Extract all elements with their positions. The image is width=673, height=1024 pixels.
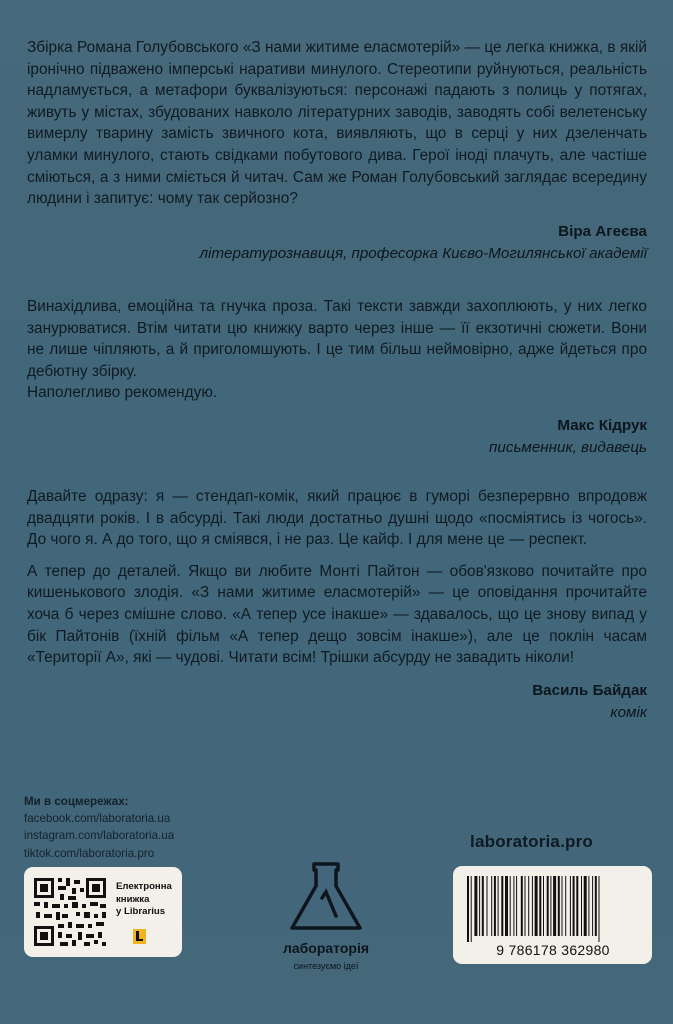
- review-author: Макс Кідрук: [557, 416, 647, 434]
- review-author: Василь Байдак: [532, 681, 647, 699]
- review-text: Давайте одразу: я — стендап-комік, який працює в гуморі безперервно впродовж двадцяти років. І в абсурді. Такі люди достатньо душні щодо «посміятись із чогось». До чого я. А до того, що я сміявся, і не раз. Це кайф. І для мене це — респект.: [27, 488, 647, 549]
- isbn-number: 9 786178 362980: [496, 942, 610, 958]
- ebook-label: Електронна книжка у Librarius: [116, 881, 172, 918]
- review-kidruk: [27, 296, 647, 456]
- review-baydak: [27, 486, 647, 721]
- instagram-link[interactable]: instagram.com/laboratoria.ua: [24, 829, 175, 843]
- publisher-logo: [266, 856, 386, 976]
- laboratoria-flask-icon: [266, 856, 386, 940]
- facebook-link[interactable]: facebook.com/laboratoria.ua: [24, 812, 171, 826]
- publisher-website[interactable]: laboratoria.pro: [470, 832, 593, 851]
- social-heading: Ми в соцмережах:: [24, 795, 129, 808]
- review-author-role: літературознавиця, професорка Києво-Могилянської академії: [199, 244, 647, 262]
- review-author: Віра Агеєва: [558, 222, 647, 240]
- publisher-slogan: синтезуємо ідеї: [293, 961, 359, 971]
- isbn-card: [453, 866, 652, 964]
- tiktok-link[interactable]: tiktok.com/laboratoria.pro: [24, 846, 155, 860]
- review-author-role: комік: [610, 703, 647, 721]
- review-ageeva: [27, 37, 647, 262]
- social-links: [24, 793, 174, 862]
- librarius-logo-icon: [133, 929, 146, 944]
- review-author-role: письменник, видавець: [489, 438, 647, 456]
- barcode-icon: [465, 876, 641, 942]
- qr-code-icon[interactable]: [32, 876, 108, 948]
- publisher-name: лабораторія: [282, 940, 370, 956]
- review-text: Винахідлива, емоційна та гнучка проза. Такі тексти завжди захоплюють, у них легко занурюватися. Втім читати цю книжку варто через інше — її екзотичні сюжети. Вони не лише чіпляють, а й приголомшують. І це тим більш неймовірно, адже йдеться про дебютну збірку.: [27, 298, 647, 380]
- review-text: Збірка Романа Голубовського «З нами житиме еласмотерій» — це легка книжка, в якій іронічно підважено імперські наративи минулого. Стереотипи руйнуються, реальність надламується, а метафори буквалізуються: персонажі падають з полиць у потягах, живуть у містах, збудованих навколо літературних заводів, заводять собі велетенську вимерлу тварину замість звичного кота, виявляють, що в серці у них дзеленчать уламки минулого, стають свідками побутового дива. Герої іноді плачуть, але частіше сміються, а з ними сміється й читач. Сам же Роман Голубовський заглядає всередину людини і запитує: чому так серйозно?: [27, 39, 647, 208]
- ebook-card: [24, 867, 182, 957]
- review-text-recommend: Наполегливо рекомендую.: [27, 384, 218, 402]
- review-text-details: А тепер до деталей. Якщо ви любите Монті Пайтон — обов'язково почитайте про кишенькового злодія. «З нами житиме еласмотерій» — це оповідання прочитайте хоча б через смішне слово. «А тепер усе інакше» — здавалось, що це знову випад у бік Пайтонів (їхній фільм «А тепер дещо зовсім інакше»), але це поклін часам «Території А», які — чудові. Читати всім! Трішки абсурду не завадить ніколи!: [27, 562, 647, 667]
